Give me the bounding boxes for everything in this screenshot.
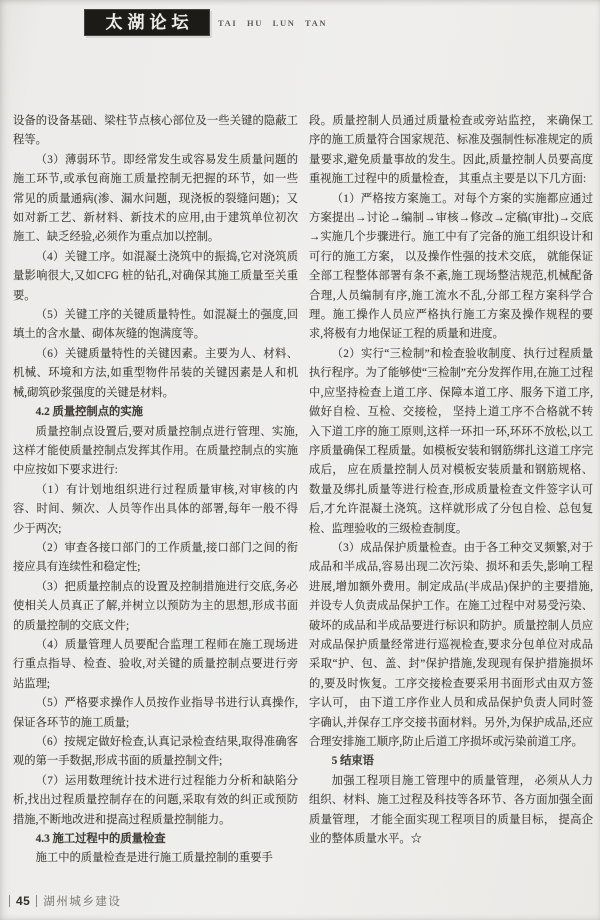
page-footer bbox=[9, 893, 121, 909]
left-column bbox=[13, 112, 298, 874]
paragraph: （5）严格要求操作人员按作业指导书进行认真操作,保证各环节的施工质量; bbox=[13, 697, 298, 729]
paragraph: 质量控制点设置后,要对质量控制点进行管理、实施,这样才能使质量控制点发挥其作用。在质量控制点的实施中应按如下要求进行: bbox=[13, 425, 298, 477]
paragraph: （2）审查各接口部门的工作质量,接口部门之间的衔接应具有连续性和稳定性; bbox=[13, 541, 298, 574]
paragraph: 段。质量控制人员通过质量检查或旁站监控， 来确保工序的施工质量符合国家规范、标准及强制性标准规定的质量要求,避免质量事故的发生。因此,质量控制人员要高度重视施工过程中的质量检查， 其重点主要是以下几方面: bbox=[309, 115, 593, 186]
section-heading: 5 结束语 bbox=[331, 755, 374, 768]
right-column bbox=[309, 112, 593, 874]
paragraph: （3）把质量控制点的设置及控制措施进行交底,务必使相关人员真正了解,并树立以预防为主的思想,形成书面的质量控制的交底文件; bbox=[13, 580, 298, 632]
paragraph: 设备的设备基础、梁柱节点核心部位及一些关键的隐蔽工程等。 bbox=[13, 115, 298, 147]
section-heading: 4.2 质量控制点的实施 bbox=[35, 406, 143, 419]
masthead-title: 太湖论坛 bbox=[105, 13, 194, 32]
paragraph: （6）关键质量特性的关键因素。主要为人、材料、机械、环境和方法,如重型物件吊装的关键因素是人和机械,砌筑砂浆强度的关键是材料。 bbox=[13, 347, 298, 399]
paragraph: （7）运用数理统计技术进行过程能力分析和缺陷分析,找出过程质量控制存在的问题,采取有效的纠正或预防措施,不断地改进和提高过程质量控制能力。 bbox=[13, 774, 298, 826]
paragraph: （4）质量管理人员要配合监理工程师在施工现场进行重点指导、检查、验收,对关键的质量控制点要进行旁站监理; bbox=[13, 638, 298, 690]
footer-divider-right bbox=[36, 895, 37, 907]
paragraph: 施工中的质量检查是进行施工质量控制的重要手 bbox=[35, 852, 273, 865]
masthead-pinyin: TAI HU LUN TAN bbox=[218, 18, 328, 28]
journal-name: 湖州城乡建设 bbox=[43, 896, 122, 908]
footer-divider-left bbox=[9, 895, 10, 907]
page-number: 45 bbox=[16, 894, 31, 908]
paragraph: （6）按规定做好检查,认真记录检查结果,取得准确客观的第一手数据,形成书面的质量控制文件; bbox=[13, 736, 298, 768]
paragraph: （1）严格按方案施工。对每个方案的实施都应通过方案提出→讨论→编制→审核→修改→定稿(审批)→交底→实施几个步骤进行。施工中有了完备的施工组织设计和可行的施工方案， 以及操作性强的技术交底， 就能保证全部工程整体部署有条不紊,施工现场整洁规范,机械配备合理,人员编制有序,施工流水不乱,分部工程方案科学合理。施工操作人员应严格执行施工方案及操作规程的要求,将极有力地保证工程的质量和进度。 bbox=[309, 192, 593, 341]
paragraph: （3）薄弱环节。即经常发生或容易发生质量问题的施工环节,或承包商施工质量控制无把握的环节，如一些常见的质量通病(渗、漏水问题，现浇板的裂缝问题)；又如对新工艺、新材料、新技术的应用,由于建筑单位初次施工、缺乏经验,必须作为重点加以控制。 bbox=[13, 153, 298, 244]
paragraph: （2）实行“三检制”和检查验收制度、执行过程质量执行程序。为了能够使“三检制”充分发挥作用,在施工过程中,应坚持检查上道工序、保障本道工序、服务下道工序,做好自检、互检、交接检， 坚持上道工序不合格就不转入下道工序的施工原则,这样一环扣一环,环环不放松,以工序质量确保工程质量。如模板安装和钢筋绑扎这道工序完成后， 应在质量控制人员对模板安装质量和钢筋规格、数量及绑扎质量等进行检查,形成质量检查文件签字认可后,才允许混凝土浇筑。这样就形成了分包自检、总包复检、监理验收的三级检查制度。 bbox=[309, 347, 593, 535]
paragraph: （5）关键工序的关键质量特性。如混凝土的强度,回填土的含水量、砌体灰缝的饱满度等。 bbox=[13, 309, 298, 341]
section-heading: 4.3 施工过程中的质量检查 bbox=[35, 833, 166, 846]
masthead-box bbox=[84, 9, 210, 36]
paragraph: （4）关键工序。如混凝土浇筑中的振捣,它对浇筑质量影响很大,又如CFG 桩的钻孔,对确保其施工质量至关重要。 bbox=[13, 250, 298, 302]
paragraph: 加强工程项目施工管理中的质量管理， 必须从人力组织、材料、施工过程及科技等各环节、各方面加强全面质量管理， 才能全面实现工程项目的质量目标， 提高企业的整体质量水平。☆ bbox=[309, 774, 593, 846]
paragraph: （3）成品保护质量检查。由于各工种交叉频繁,对于成品和半成品,容易出现二次污染、损坏和丢失,影响工程进展,增加额外费用。制定成品(半成品)保护的主要措施,并设专人负责成品保护工作。在施工过程中对易受污染、破坏的成品和半成品要进行标识和防护。质量控制人员应对成品保护质量经常进行巡视检查,要求分包单位对成品采取“护、包、盖、封”保护措施,发现现有保护措施损坏的,要及时恢复。工序交接检查要采用书面形式由双方签字认可， 由下道工序作业人员和成品保护负责人同时签字确认,并保存工序交接书面材料。另外,为保护成品,还应合理安排施工顺序,防止后道工序损坏或污染前道工序。 bbox=[309, 541, 593, 748]
paragraph: （1）有计划地组织进行过程质量审核,对审核的内容、时间、频次、人员等作出具体的部署,每年一般不得少于两次; bbox=[13, 483, 298, 535]
